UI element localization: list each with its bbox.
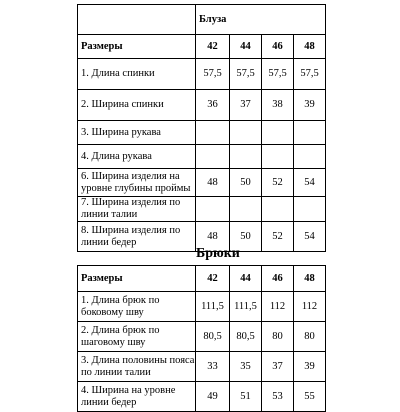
value-cell [196,197,230,222]
value-cell: 80 [294,322,326,352]
size-header: 46 [262,35,294,59]
value-cell: 37 [262,352,294,382]
value-cell [230,145,262,169]
value-cell: 50 [230,222,262,252]
row-label: 7. Ширина изделия по линии талии [78,197,196,222]
value-cell [262,121,294,145]
value-cell: 80 [262,322,294,352]
table-row [78,121,326,145]
table-row [78,169,326,197]
value-cell [230,197,262,222]
value-cell [262,197,294,222]
table-row [78,292,326,322]
table-row [78,90,326,121]
value-cell [196,121,230,145]
table-row [78,145,326,169]
trousers-title: Брюки [196,246,240,261]
value-cell: 111,5 [230,292,262,322]
row-label: 3. Длина половины пояса по линии талии [78,352,196,382]
blouse-size-table [77,4,326,252]
blouse-title: Блуза [196,5,326,35]
value-cell: 35 [230,352,262,382]
value-cell: 80,5 [230,322,262,352]
row-label: 3. Ширина рукава [78,121,196,145]
table-row [78,197,326,222]
row-label: 8. Ширина изделия по линии бедер [78,222,196,252]
size-header: 42 [196,266,230,292]
table-row [78,382,326,412]
value-cell: 57,5 [230,59,262,90]
value-cell [294,121,326,145]
empty-cell [78,5,196,35]
value-cell: 37 [230,90,262,121]
value-cell: 54 [294,169,326,197]
value-cell: 39 [294,352,326,382]
table-row [78,322,326,352]
value-cell: 112 [294,292,326,322]
row-label: 6. Ширина изделия на уровне глубины проймы [78,169,196,197]
value-cell: 52 [262,169,294,197]
row-label: 2. Ширина спинки [78,90,196,121]
value-cell: 50 [230,169,262,197]
value-cell: 57,5 [294,59,326,90]
size-header: 48 [294,266,326,292]
table-row [78,59,326,90]
value-cell [294,145,326,169]
value-cell: 38 [262,90,294,121]
value-cell: 48 [196,222,230,252]
size-header: 46 [262,266,294,292]
sizes-header-label: Размеры [78,35,196,59]
row-label: 1. Длина спинки [78,59,196,90]
value-cell: 51 [230,382,262,412]
value-cell: 39 [294,90,326,121]
value-cell: 111,5 [196,292,230,322]
value-cell: 49 [196,382,230,412]
value-cell [262,145,294,169]
value-cell: 36 [196,90,230,121]
value-cell: 57,5 [262,59,294,90]
value-cell: 55 [294,382,326,412]
row-label: 2. Длина брюк по шаговому шву [78,322,196,352]
value-cell [230,121,262,145]
size-header: 44 [230,266,262,292]
row-label: 4. Длина рукава [78,145,196,169]
trousers-header-row [78,266,326,292]
blouse-title-row [78,5,326,35]
table-row [78,352,326,382]
value-cell: 53 [262,382,294,412]
sizes-header-label: Размеры [78,266,196,292]
value-cell: 112 [262,292,294,322]
size-header: 44 [230,35,262,59]
value-cell: 48 [196,169,230,197]
value-cell: 57,5 [196,59,230,90]
value-cell: 54 [294,222,326,252]
row-label: 1. Длина брюк по боковому шву [78,292,196,322]
value-cell: 33 [196,352,230,382]
value-cell: 52 [262,222,294,252]
size-header: 42 [196,35,230,59]
value-cell [294,197,326,222]
value-cell: 80,5 [196,322,230,352]
value-cell [196,145,230,169]
row-label: 4. Ширина на уровне линии бедер [78,382,196,412]
size-header: 48 [294,35,326,59]
blouse-header-row [78,35,326,59]
trousers-size-table [77,265,326,412]
